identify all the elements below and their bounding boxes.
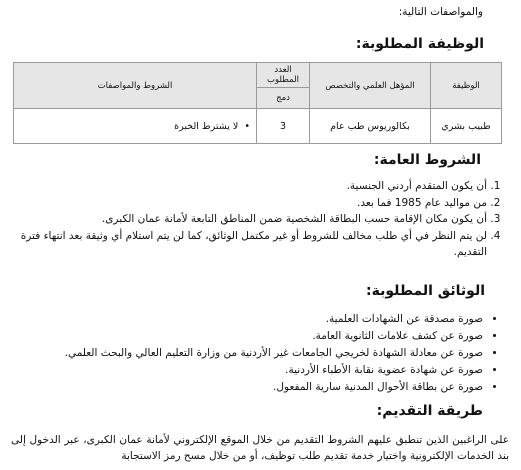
documents-title: الوثائق المطلوبة:	[365, 283, 485, 299]
conditions-text: لا يشترط الخبرة	[174, 120, 239, 132]
list-item: • صورة عن معادلة الشهادة لخريجي الجامعات غير الأردنية من وزارة التعليم العالي والبحث العلمي.	[3, 345, 483, 362]
cell-job: طبيب بشري	[431, 109, 502, 144]
application-text: على الراغبين الذين تنطبق عليهم الشروط التقديم من خلال الموقع الإلكتروني لأمانة عمان الكبرى، عبر الدخول إلى بند الخدمات الإلكترونية واختيار خدمة تقديم طلب توظيف، أو من خلال مسح رمز الاستجابة	[11, 434, 509, 462]
intro-line: والمواصفات التالية:	[398, 6, 483, 18]
list-item: 2. من مواليد عام 1985 فما بعد.	[2, 195, 487, 212]
table-row	[14, 109, 502, 144]
cell-count: 3	[257, 109, 310, 144]
list-item: 1. أن يكون المتقدم أردني الجنسية.	[2, 178, 487, 195]
bullet-icon: •	[238, 120, 250, 132]
list-item: • صورة عن كشف علامات الثانوية العامة.	[3, 328, 483, 345]
general-conditions-list	[2, 178, 505, 261]
list-item: • صورة مصدقة عن الشهادات العلمية.	[3, 311, 483, 328]
list-item: • صورة عن بطاقة الأحوال المدنية سارية المفعول.	[3, 379, 483, 396]
col-count-sub: دمج	[257, 88, 310, 109]
cell-conditions	[14, 109, 257, 144]
general-conditions-title: الشروط العامة:	[373, 152, 481, 168]
jobs-table	[13, 62, 502, 144]
application-title: طريقة التقديم:	[376, 403, 483, 419]
col-qualification: المؤهل العلمي والتخصص	[310, 63, 431, 109]
list-item: • صورة عن شهادة عضوية نقابة الأطباء الأردنية.	[3, 362, 483, 379]
col-count: العدد المطلوب	[257, 63, 310, 88]
list-item: 3. أن يكون مكان الإقامة حسب البطاقة الشخصية ضمن المناطق التابعة لأمانة عمان الكبرى.	[2, 211, 487, 228]
col-conditions: الشروط والمواصفات	[14, 63, 257, 109]
cell-qualification: بكالوريوس طب عام	[310, 109, 431, 144]
job-section-title: الوظيفة المطلوبة:	[355, 36, 484, 52]
list-item: 4. لن يتم النظر في أي طلب مخالف للشروط أو غير مكتمل الوثائق، كما لن يتم استلام أي وثيقة بعد انتهاء فترة التقديم.	[2, 228, 487, 261]
documents-list	[3, 311, 499, 396]
col-job: الوظيفة	[431, 63, 502, 109]
